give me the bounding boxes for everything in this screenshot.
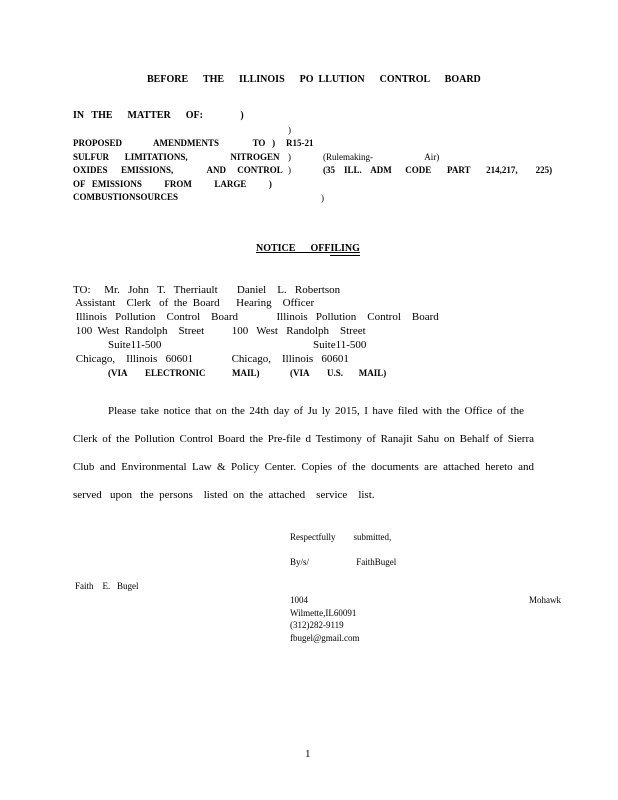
body-line: Clerk of the Pollution Control Board the Pre-file d Testimony of Ranajit Sahu on Behalf of Sierra: [73, 433, 534, 445]
docket-number: R15-21: [286, 138, 314, 148]
addressee-cities: Chicago, Illinois 60601 Chicago, Illinois 60601: [73, 353, 349, 365]
addressee-suite: Suite11-500: [108, 339, 162, 351]
caption-paren: ): [321, 193, 324, 203]
signer-email: fbugel@gmail.com: [290, 633, 360, 643]
addressee-titles: Assistant Clerk of the Board Hearing Officer: [73, 297, 315, 309]
rulemaking-label: (Rulemaking- Air): [323, 152, 440, 162]
street-number: 1004: [290, 595, 308, 605]
addressee-organizations: Illinois Pollution Control Board Illinois Pollution Control Board: [73, 311, 439, 323]
signer-name: Faith E. Bugel: [75, 581, 139, 591]
signature-line: By/s/ FaithBugel: [290, 557, 397, 567]
addressee-suite: Suite11-500: [313, 339, 367, 351]
respectfully-submitted: Respectfully submitted,: [290, 532, 392, 542]
signer-city: Wilmette,IL60091: [290, 608, 357, 618]
caption-paren: ): [288, 125, 291, 135]
delivery-method: (VIA ELECTRONIC: [108, 368, 206, 378]
body-line: Please take notice that on the 24th day of Ju ly 2015, I have filed with the Office of the: [108, 405, 524, 417]
body-line: Club and Environmental Law & Policy Center. Copies of the documents are attached hereto and: [73, 461, 534, 473]
sulfur-limitations-line: SULFUR LIMITATIONS, NITROGEN: [73, 152, 280, 162]
caption-paren: ): [288, 165, 291, 175]
addressee-streets: 100 West Randolph Street 100 West Randolph Street: [73, 325, 366, 337]
addressee-names: TO: Mr. John T. Therriault Daniel L. Robertson: [73, 284, 341, 296]
body-line: served upon the persons listed on the attached service list.: [73, 489, 375, 501]
street-name: Mohawk: [529, 595, 561, 605]
signer-phone: (312)282-9119: [290, 620, 344, 630]
page-number: 1: [305, 748, 311, 760]
title-underline-extension: [330, 255, 360, 256]
caption-paren: ): [288, 152, 291, 162]
delivery-method: (VIA U.S. MAIL): [290, 368, 387, 378]
code-reference: (35 ILL. ADM CODE PART 214,217, 225): [323, 165, 553, 175]
of-emissions-line: OF EMISSIONS FROM LARGE ): [73, 179, 272, 189]
notice-title: NOTICE OFFILING: [256, 243, 360, 254]
combustion-sources-line: COMBUSTIONSOURCES: [73, 192, 179, 202]
in-the-matter-line: IN THE MATTER OF: ): [73, 110, 244, 121]
oxides-emissions-line: OXIDES EMISSIONS, AND CONTROL: [73, 165, 283, 175]
board-heading: BEFORE THE ILLINOIS PO LLUTION CONTROL BOARD: [147, 74, 481, 85]
proposed-amendments-line: PROPOSED AMENDMENTS TO ): [73, 138, 276, 148]
delivery-method: MAIL): [232, 368, 260, 378]
